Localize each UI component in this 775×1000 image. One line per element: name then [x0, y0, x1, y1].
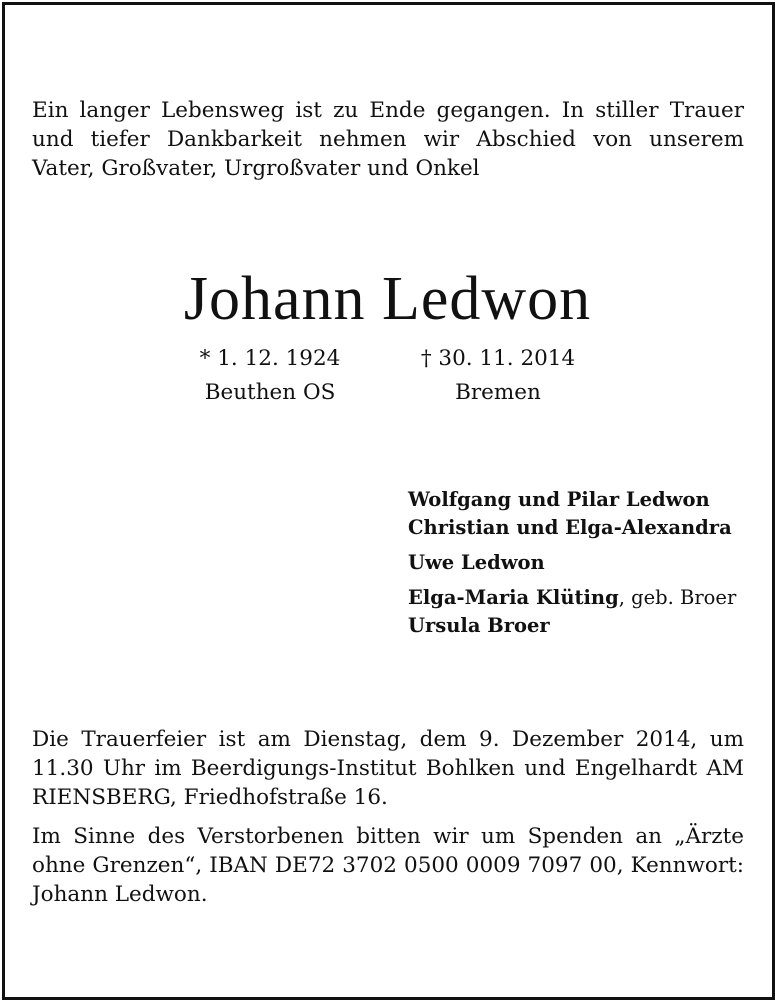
- death-info: [408, 342, 588, 410]
- intro-line: und tiefer Dankbarkeit nehmen wir Abschied von unserem: [32, 127, 744, 152]
- mourners-group: [408, 584, 736, 640]
- mourner-name-suffix: , geb. Broer: [618, 586, 737, 609]
- death-date: † 30. 11. 2014: [420, 346, 576, 371]
- intro-line: Ein langer Lebensweg ist zu Ende gegangen. In stiller Trauer: [32, 98, 744, 123]
- service-line: Die Trauerfeier ist am Dienstag, dem 9. Dezember 2014, um: [32, 727, 744, 752]
- donation-line: ohne Grenzen“, IBAN DE72 3702 0500 0009 7097 00, Kennwort:: [32, 853, 744, 878]
- death-place: Bremen: [455, 380, 541, 405]
- service-info: [32, 725, 744, 812]
- mourner-name: Ursula Broer: [408, 614, 550, 637]
- mourner-name: Christian und Elga-Alexandra: [408, 516, 732, 539]
- intro-line: Vater, Großvater, Urgroßvater und Onkel: [32, 156, 480, 181]
- donation-line: Johann Ledwon.: [32, 882, 208, 907]
- deceased-name: Johann Ledwon: [183, 265, 592, 333]
- mourners-group: [408, 486, 736, 542]
- donation-line: Im Sinne des Verstorbenen bitten wir um Spenden an „Ärzte: [32, 824, 744, 849]
- mourners-group: [408, 549, 736, 577]
- service-line: 11.30 Uhr im Beerdigungs-Institut Bohlken und Engelhardt AM: [32, 756, 744, 781]
- mourner-name: Uwe Ledwon: [408, 551, 545, 574]
- intro-text: [32, 96, 744, 183]
- birth-place: Beuthen OS: [204, 380, 336, 405]
- donation-info: [32, 822, 744, 909]
- mourner-entry: [408, 584, 736, 612]
- birth-date: * 1. 12. 1924: [199, 346, 341, 371]
- birth-info: [190, 342, 350, 410]
- service-line: RIENSBERG, Friedhofstraße 16.: [32, 785, 388, 810]
- mourners-list: [408, 486, 736, 647]
- mourner-name: Wolfgang und Pilar Ledwon: [408, 488, 710, 511]
- mourner-name: Elga-Maria Klüting: [408, 586, 619, 609]
